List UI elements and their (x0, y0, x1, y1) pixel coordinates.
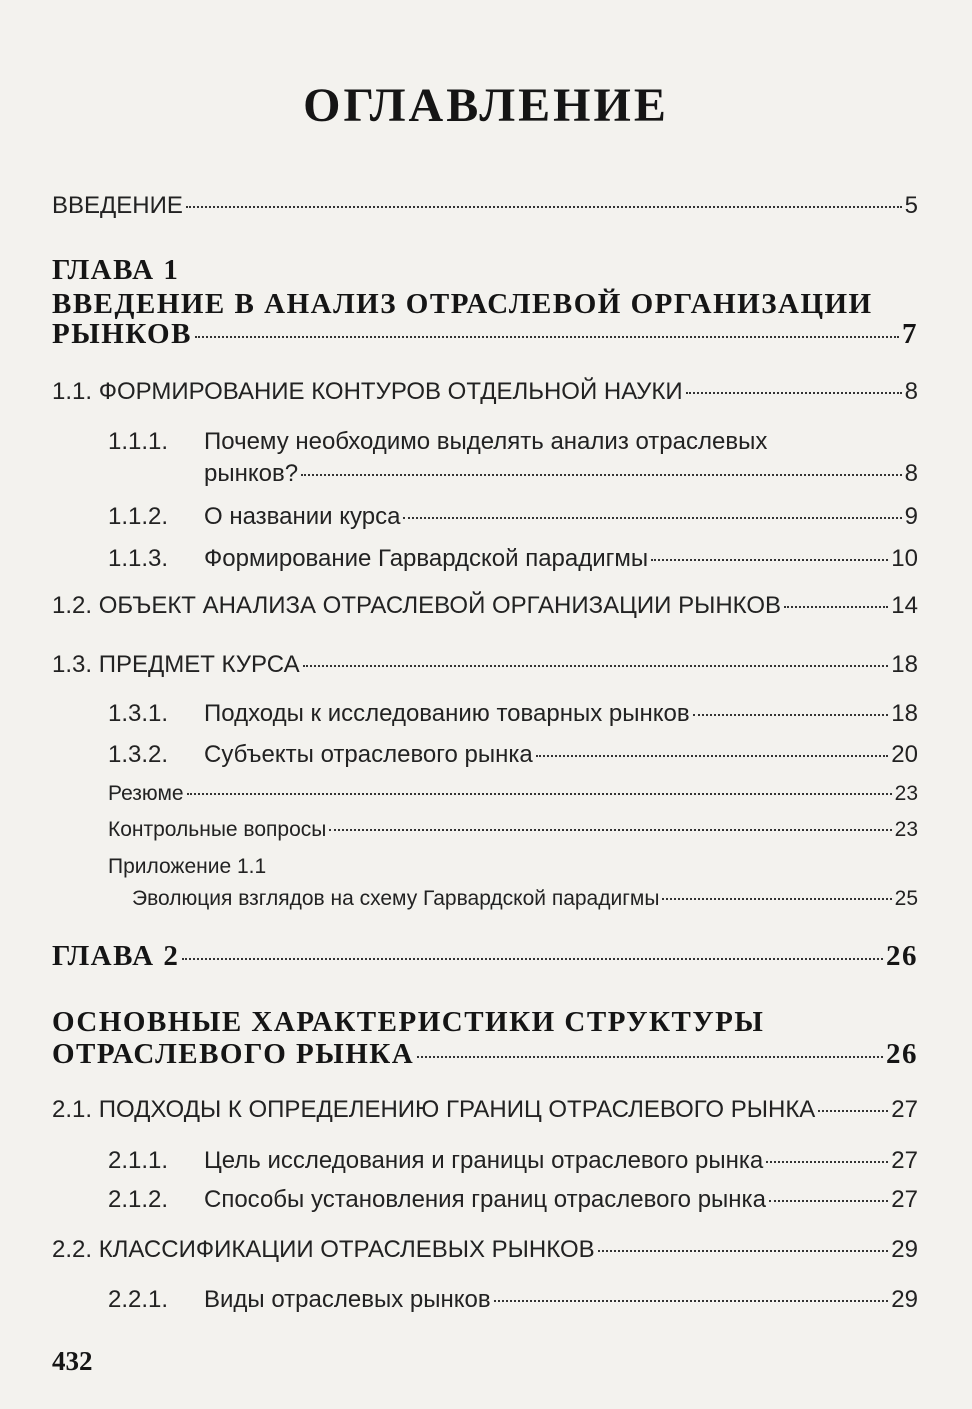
toc-page-number: 8 (904, 378, 918, 405)
toc-entry-label: 1.3. ПРЕДМЕТ КУРСА (52, 651, 300, 678)
toc-entry-label: Контрольные вопросы (108, 818, 327, 841)
toc-page-number: 9 (904, 503, 918, 530)
toc-page-number: 26 (886, 1038, 918, 1070)
toc-entry-label: рынков? (204, 460, 299, 487)
dot-leader (651, 559, 888, 561)
dot-leader (598, 1250, 889, 1252)
chapter-2-heading: ГЛАВА 2 (52, 940, 180, 972)
toc-entry-label: 1.1. ФОРМИРОВАНИЕ КОНТУРОВ ОТДЕЛЬНОЙ НАУКИ (52, 378, 683, 405)
toc-page-number: 27 (891, 1147, 918, 1174)
dot-leader (784, 606, 888, 608)
dot-leader (417, 1056, 883, 1058)
toc-page-number: 8 (904, 460, 918, 487)
dot-leader (693, 714, 889, 716)
toc-entry-1-1-3[interactable] (108, 545, 918, 573)
toc-page-number: 27 (891, 1186, 918, 1213)
toc-entry-label: 2.2. КЛАССИФИКАЦИИ ОТРАСЛЕВЫХ РЫНКОВ (52, 1236, 595, 1263)
page-folio: 432 (52, 1346, 93, 1376)
toc-entry-1-2[interactable] (52, 592, 918, 620)
dot-leader (195, 336, 899, 338)
toc-entry-label: 2.1. ПОДХОДЫ К ОПРЕДЕЛЕНИЮ ГРАНИЦ ОТРАСЛЕВОГО РЫНКА (52, 1096, 816, 1123)
toc-entry-2-1-2[interactable] (108, 1186, 918, 1214)
toc-entry-chapter-2[interactable] (52, 1038, 918, 1071)
toc-page-number: 25 (894, 887, 918, 910)
toc-entry-label: О названии курса (204, 503, 401, 530)
dot-leader (766, 1161, 888, 1163)
toc-entry-questions-1[interactable] (108, 818, 918, 842)
toc-entry-number: 2.2.1. (108, 1286, 169, 1313)
toc-entry-number: 2.1.2. (108, 1186, 169, 1213)
toc-page-number: 18 (891, 700, 918, 727)
dot-leader (769, 1200, 888, 1202)
toc-entry-2-1[interactable] (52, 1096, 918, 1124)
toc-entry-chapter-1[interactable] (52, 318, 918, 351)
toc-entry-1-1-1[interactable] (204, 460, 918, 488)
toc-page-number: 5 (904, 192, 918, 219)
appendix-1-1-heading: Приложение 1.1 (108, 855, 267, 878)
toc-page-number: 29 (891, 1236, 918, 1263)
dot-leader (303, 665, 889, 667)
toc-entry-number: 1.3.2. (108, 741, 169, 768)
chapter-1-heading: ГЛАВА 1 (52, 254, 180, 286)
toc-page-number: 26 (886, 940, 918, 972)
toc-entry-appendix-1-1[interactable] (132, 887, 918, 911)
toc-page-number: 23 (894, 782, 918, 805)
dot-leader (403, 517, 901, 519)
toc-entry-2-1-1[interactable] (108, 1147, 918, 1175)
toc-page-number: 20 (891, 741, 918, 768)
toc-entry-label: Резюме (108, 782, 184, 805)
toc-page-number: 14 (891, 592, 918, 619)
toc-page-number: 7 (902, 318, 918, 350)
toc-entry-2-2[interactable] (52, 1236, 918, 1264)
chapter-2-title-line1: ОСНОВНЫЕ ХАРАКТЕРИСТИКИ СТРУКТУРЫ (52, 1006, 765, 1038)
toc-entry-label: Субъекты отраслевого рынка (204, 741, 533, 768)
toc-entry-label: Способы установления границ отраслевого рынка (204, 1186, 766, 1213)
dot-leader (301, 474, 902, 476)
toc-page-number: 27 (891, 1096, 918, 1123)
toc-entry-1-3[interactable] (52, 651, 918, 679)
toc-entry-1-3-1[interactable] (108, 700, 918, 728)
dot-leader (186, 206, 902, 208)
dot-leader (686, 392, 902, 394)
toc-page-number: 23 (894, 818, 918, 841)
toc-entry-chapter-2-heading[interactable] (52, 940, 918, 973)
toc-page-number: 10 (891, 545, 918, 572)
toc-entry-label: 1.2. ОБЪЕКТ АНАЛИЗА ОТРАСЛЕВОЙ ОРГАНИЗАЦИИ РЫНКОВ (52, 592, 782, 619)
dot-leader (536, 755, 889, 757)
toc-entry-label: Виды отраслевых рынков (204, 1286, 491, 1313)
toc-entry-number: 1.3.1. (108, 700, 169, 727)
dot-leader (662, 898, 891, 900)
dot-leader (494, 1300, 889, 1302)
toc-entry-1-1-2[interactable] (108, 503, 918, 531)
toc-entry-number: 1.1.1. (108, 428, 169, 455)
chapter-1-title-line2: РЫНКОВ (52, 318, 192, 350)
toc-entry-label: Подходы к исследованию товарных рынков (204, 700, 690, 727)
toc-entry-number: 1.1.2. (108, 503, 169, 530)
toc-page-number: 29 (891, 1286, 918, 1313)
chapter-2-title-line2: ОТРАСЛЕВОГО РЫНКА (52, 1038, 415, 1070)
toc-entry-1-3-2[interactable] (108, 741, 918, 769)
toc-entry-1-1-1-line1 (108, 428, 767, 456)
toc-entry-intro[interactable] (52, 192, 918, 220)
toc-entry-label: Формирование Гарвардской парадигмы (204, 545, 649, 572)
toc-entry-label: Почему необходимо выделять анализ отраслевых (204, 428, 768, 455)
page-title: ОГЛАВЛЕНИЕ (303, 79, 669, 132)
dot-leader (818, 1110, 888, 1112)
toc-entry-label: Эволюция взглядов на схему Гарвардской парадигмы (132, 887, 660, 910)
toc-entry-label: Цель исследования и границы отраслевого рынка (204, 1147, 764, 1174)
toc-entry-1-1[interactable] (52, 378, 918, 406)
toc-entry-resume-1[interactable] (108, 782, 918, 806)
dot-leader (187, 793, 892, 795)
chapter-1-title-line1: ВВЕДЕНИЕ В АНАЛИЗ ОТРАСЛЕВОЙ ОРГАНИЗАЦИИ (52, 288, 873, 320)
toc-page-number: 18 (891, 651, 918, 678)
dot-leader (329, 829, 891, 831)
toc-entry-number: 2.1.1. (108, 1147, 169, 1174)
toc-entry-2-2-1[interactable] (108, 1286, 918, 1314)
dot-leader (182, 958, 883, 960)
toc-entry-label: ВВЕДЕНИЕ (52, 192, 183, 219)
toc-entry-number: 1.1.3. (108, 545, 169, 572)
